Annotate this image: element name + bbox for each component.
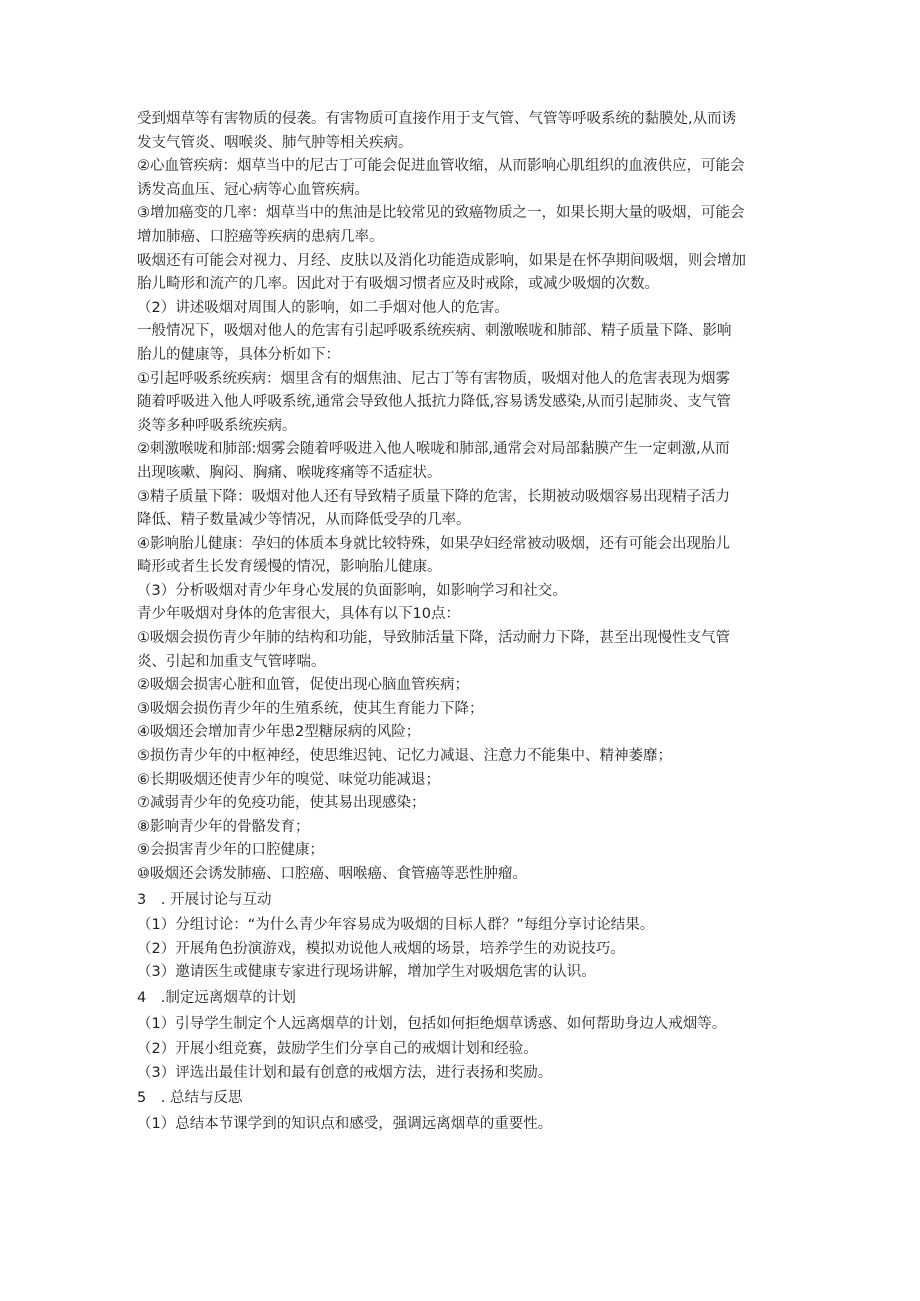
text-line: 炎、引起和加重支气管哮喘。 [137,653,326,670]
subsection-heading: （2）讲述吸烟对周围人的影响，如二手烟对他人的危害。 [137,299,509,316]
text-line: ③增加癌变的几率：烟草当中的焦油是比较常见的致癌物质之一，如果长期大量的吸烟，可能会 [137,205,745,222]
text-line: 胎儿畸形和流产的几率。因此对于有吸烟习惯者应及时戒除，或减少吸烟的次数。 [137,276,659,293]
text-line: 吸烟还有可能会对视力、月经、皮肤以及消化功能造成影响，如果是在怀孕期间吸烟，则会增加 [137,252,746,269]
text-line: 出现咳嗽、胸闷、胸痛、喉咙疼痛等不适症状。 [137,464,442,481]
list-item: ⑤损伤青少年的中枢神经，使思维迟钝、记忆力减退、注意力不能集中、精神萎靡； [137,748,672,765]
list-item: ③吸烟会损伤青少年的生殖系统，使其生育能力下降； [137,700,484,717]
text-line: 随着呼吸进入他人呼吸系统,通常会导致他人抵抗力降低,容易诱发感染,从而引起肺炎、支气管 [137,394,731,411]
section-heading: 5 . 总结与反思 [137,1090,243,1107]
text-line: 发支气管炎、咽喉炎、肺气肿等相关疾病。 [137,134,413,151]
list-item: ⑥长期吸烟还使青少年的嗅觉、味觉功能减退； [137,771,440,788]
list-item: （1）分组讨论：“为什么青少年容易成为吸烟的目标人群？”每组分享讨论结果。 [137,917,655,934]
list-item: （2）开展角色扮演游戏，模拟劝说他人戒烟的场景，培养学生的劝说技巧。 [137,940,625,957]
list-item: （3）邀请医生或健康专家进行现场讲解，增加学生对吸烟危害的认识。 [137,964,596,981]
list-item: ⑦减弱青少年的免疫功能，使其易出现感染； [137,795,426,812]
text-line: 降低、精子数量减少等情况，从而降低受孕的几率。 [137,512,471,529]
list-item: ⑩吸烟还会诱发肺癌、口腔癌、咽喉癌、食管癌等恶性肿瘤。 [137,866,527,882]
list-item: （1）引导学生制定个人远离烟草的计划，包括如何拒绝烟草诱惑、如何帮助身边人戒烟等。 [137,1015,727,1032]
text-line: 畸形或者生长发育缓慢的情况，影响胎儿健康。 [137,559,442,576]
section-heading: 4 .制定远离烟草的计划 [137,989,296,1006]
list-item: ⑨会损害青少年的口腔健康； [137,842,324,859]
list-item: ④吸烟还会增加青少年患2型糖尿病的风险； [137,724,421,741]
text-line: 受到烟草等有害物质的侵袭。有害物质可直接作用于支气管、气管等呼吸系统的黏膜处,从而诱 [137,111,737,127]
text-line: ④影响胎儿健康：孕妇的体质本身就比较特殊，如果孕妇经常被动吸烟，还有可能会出现胎儿 [137,535,730,552]
text-line: ①吸烟会损伤青少年肺的结构和功能，导致肺活量下降，活动耐力下降，甚至出现慢性支气管 [137,630,730,647]
text-line: ②刺激喉咙和肺部:烟雾会随着呼吸进入他人喉咙和肺部,通常会对局部黏膜产生一定刺激,从而 [137,441,730,458]
text-line: ①引起呼吸系统疾病：烟里含有的烟焦油、尼古丁等有害物质，吸烟对他人的危害表现为烟雾 [137,370,730,387]
text-line: ③精子质量下降：吸烟对他人还有导致精子质量下降的危害，长期被动吸烟容易出现精子活力 [137,488,730,505]
list-item: （2）开展小组竞赛，鼓励学生们分享自己的戒烟计划和经验。 [137,1041,538,1058]
list-item: （1）总结本节课学到的知识点和感受，强调远离烟草的重要性。 [137,1115,553,1132]
list-item: （3）评选出最佳计划和最有创意的戒烟方法，进行表扬和奖励。 [137,1064,553,1081]
list-item: ②吸烟会损害心脏和血管，促使出现心脑血管疾病； [137,677,469,694]
text-line: 胎儿的健康等，具体分析如下： [137,346,340,363]
text-line: 青少年吸烟对身体的危害很大，具体有以下10点： [137,606,460,623]
text-line: ②心血管疾病：烟草当中的尼古丁可能会促进血管收缩，从而影响心肌组织的血液供应，可能会 [137,158,745,175]
text-line: 诱发高血压、冠心病等心血管疾病。 [137,181,369,198]
document-body [137,108,787,1137]
text-line: 炎等多种呼吸系统疾病。 [137,417,297,434]
subsection-heading: （3）分析吸烟对青少年身心发展的负面影响，如影响学习和社交。 [137,582,567,599]
list-item: ⑧影响青少年的骨骼发育； [137,818,310,835]
text-line: 增加肺癌、口腔癌等疾病的患病几率。 [137,228,384,245]
text-line: 一般情况下，吸烟对他人的危害有引起呼吸系统疾病、刺激喉咙和肺部、精子质量下降、影响 [137,323,732,340]
section-heading: 3 . 开展讨论与互动 [137,891,272,908]
